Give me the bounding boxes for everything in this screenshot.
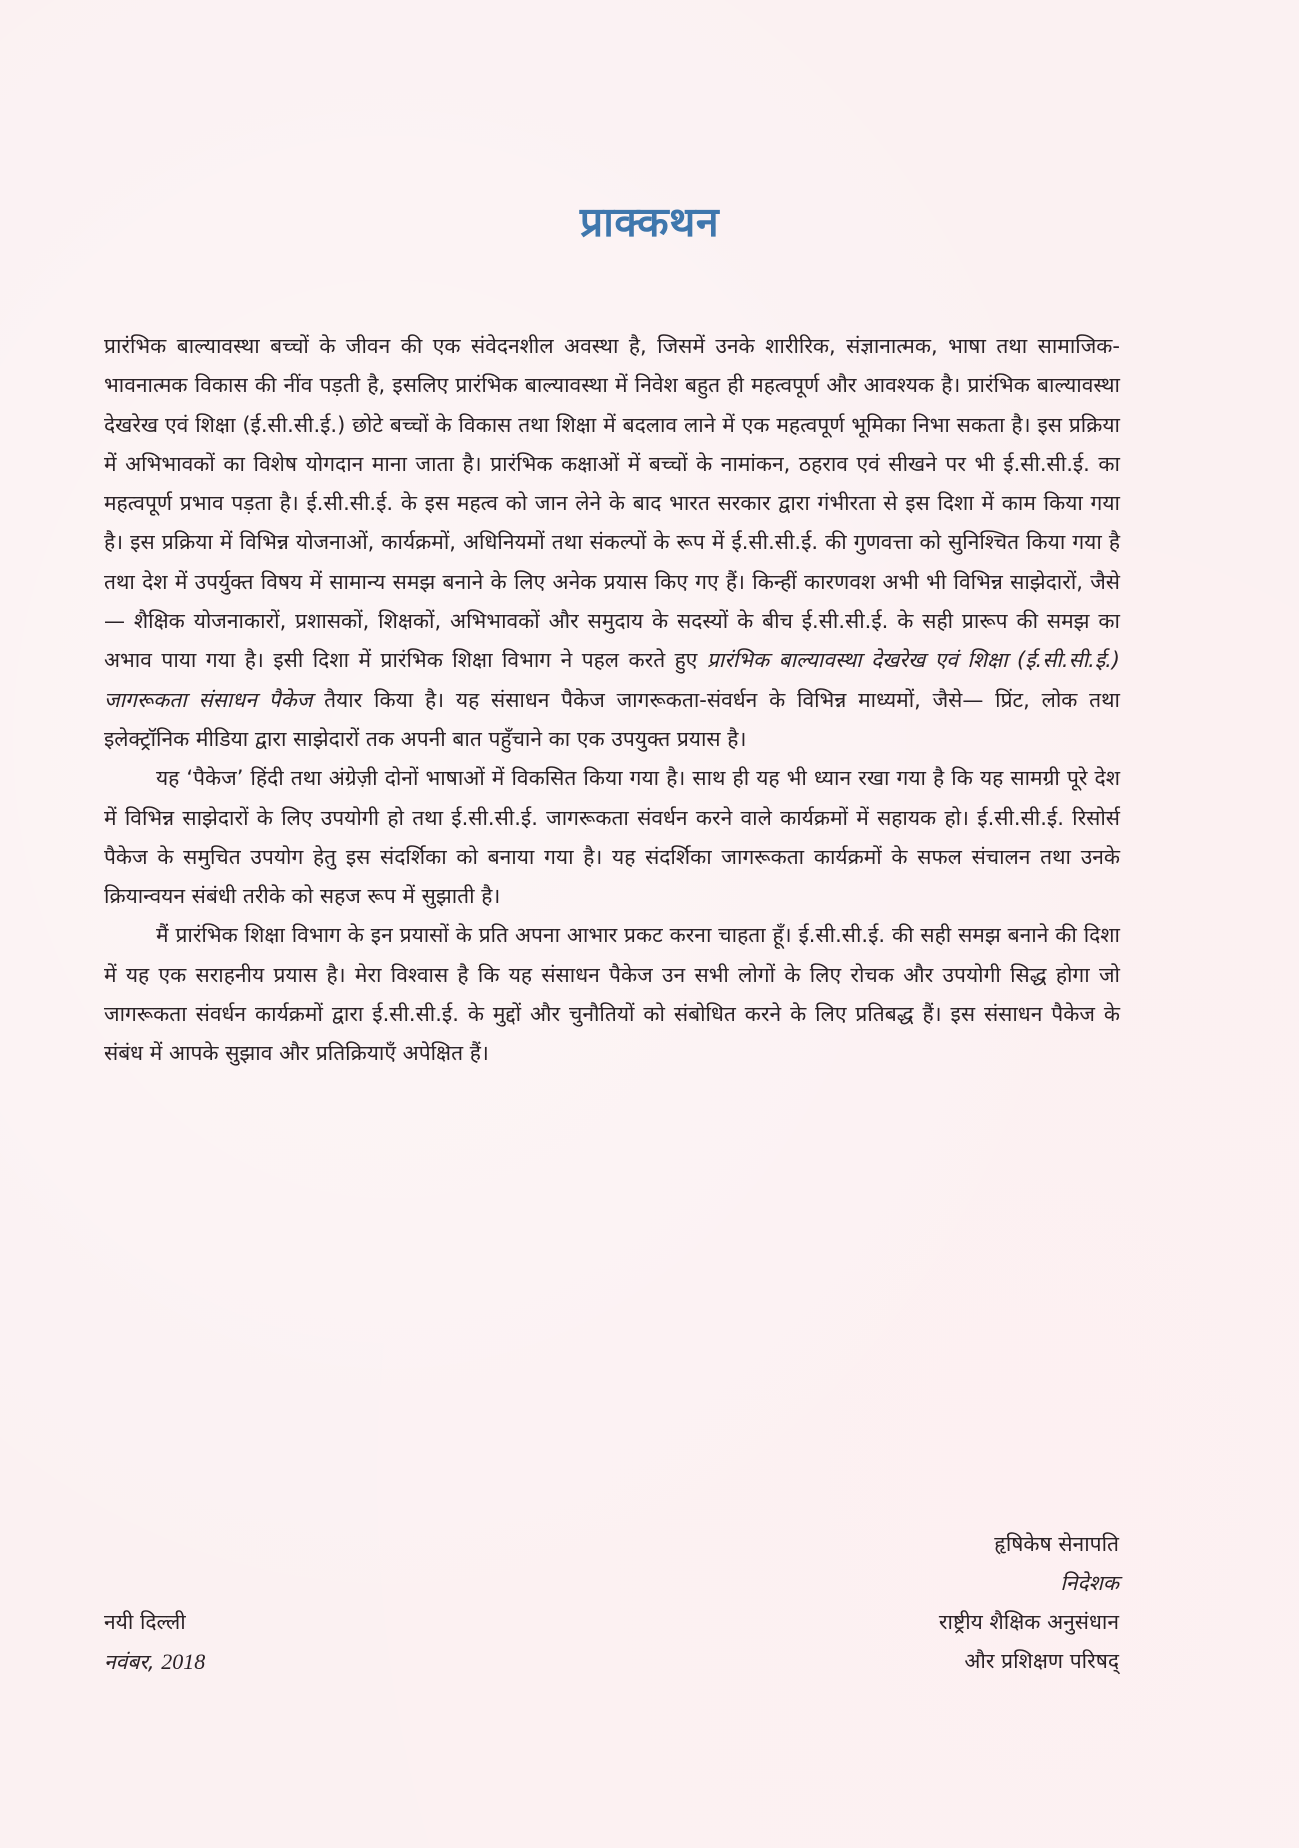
date: [104, 1642, 205, 1682]
signature-block: [939, 1525, 1119, 1681]
place: नयी दिल्ली: [104, 1610, 186, 1634]
organization-line-2: और प्रशिक्षण परिषद्: [964, 1649, 1119, 1673]
place-date-block: [104, 1603, 205, 1682]
paragraph-1: [104, 327, 1120, 759]
signatory-role: निदेशक: [1060, 1571, 1119, 1595]
signatory-name: हृषिकेष सेनापति: [994, 1532, 1119, 1556]
body-text: [104, 327, 1120, 1074]
date-month: नवंबर,: [104, 1650, 155, 1674]
paragraph-3: मैं प्रारंभिक शिक्षा विभाग के इन प्रयासों के प्रति अपना आभार प्रकट करना चाहता हूँ। ई.सी.सी.ई. की सही समझ बनाने की दिशा में यह एक सराहनीय प्रयास है। मेरा विश्वास है कि यह संसाधन पैकेज उन सभी लोगों के लिए रोचक और उपयोगी सिद्ध होगा जो जागरूकता संवर्धन कार्यक्रमों द्वारा ई.सी.सी.ई. के मुद्दों और चुनौतियों को संबोधित करने के लिए प्रतिबद्ध हैं। इस संसाधन पैकेज के संबंध में आपके सुझाव और प्रतिक्रियाएँ अपेक्षित हैं।: [104, 923, 1120, 1066]
paragraph-2: यह ‘पैकेज’ हिंदी तथा अंग्रेज़ी दोनों भाषाओं में विकसित किया गया है। साथ ही यह भी ध्यान रखा गया है कि यह सामग्री पूरे देश में विभिन्न साझेदारों के लिए उपयोगी हो तथा ई.सी.सी.ई. जागरूकता संवर्धन करने वाले कार्यक्रमों में सहायक हो। ई.सी.सी.ई. रिसोर्स पैकेज के समुचित उपयोग हेतु इस संदर्शिका को बनाया गया है। यह संदर्शिका जागरूकता कार्यक्रमों के सफल संचालन तथा उनके क्रियान्वयन संबंधी तरीके को सहज रूप में सुझाती है।: [104, 766, 1120, 909]
organization-line-1: राष्ट्रीय शैक्षिक अनुसंधान: [938, 1610, 1119, 1634]
paragraph-1-text-end: तैयार किया है। यह संसाधन पैकेज जागरूकता-संवर्धन के विभिन्न माध्यमों, जैसे— प्रिंट, लोक तथा इलेक्ट्रॉनिक मीडिया द्वारा साझेदारों तक अपनी बात पहुँचाने का एक उपयुक्त प्रयास है।: [104, 687, 1120, 751]
package-title-italic: प्रारंभिक बाल्यावस्था देखरेख एवं शिक्षा (ई.सी.सी.ई.) जागरूकता संसाधन पैकेज: [104, 648, 1120, 712]
paragraph-1-text: प्रारंभिक बाल्यावस्था बच्चों के जीवन की एक संवेदनशील अवस्था है, जिसमें उनके शारीरिक, संज्ञानात्मक, भाषा तथा सामाजिक-भावनात्मक विकास की नींव पड़ती है, इसलिए प्रारंभिक बाल्यावस्था में निवेश बहुत ही महत्वपूर्ण और आवश्यक है। प्रारंभिक बाल्यावस्था देखरेख एवं शिक्षा (ई.सी.सी.ई.) छोटे बच्चों के विकास तथा शिक्षा में बदलाव लाने में एक महत्वपूर्ण भूमिका निभा सकता है। इस प्रक्रिया में अभिभावकों का विशेष योगदान माना जाता है। प्रारंभिक कक्षाओं में बच्चों के नामांकन, ठहराव एवं सीखने पर भी ई.सी.सी.ई. का महत्वपूर्ण प्रभाव पड़ता है। ई.सी.सी.ई. के इस महत्व को जान लेने के बाद भारत सरकार द्वारा गंभीरता से इस दिशा में काम किया गया है। इस प्रक्रिया में विभिन्न योजनाओं, कार्यक्रमों, अधिनियमों तथा संकल्पों के रूप में ई.सी.सी.ई. की गुणवत्ता को सुनिश्चित किया गया है तथा देश में उपर्युक्त विषय में सामान्य समझ बनाने के लिए अनेक प्रयास किए गए हैं। किन्हीं कारणवश अभी भी विभिन्न साझेदारों, जैसे— शैक्षिक योजनाकारों, प्रशासकों, शिक्षकों, अभिभावकों और समुदाय के सदस्यों के बीच ई.सी.सी.ई. के सही प्रारूप की समझ का अभाव पाया गया है। इसी दिशा में प्रारंभिक शिक्षा विभाग ने पहल करते हुए: [104, 334, 1120, 673]
page-title: प्राक्कथन: [579, 198, 720, 246]
date-year: 2018: [161, 1649, 206, 1674]
